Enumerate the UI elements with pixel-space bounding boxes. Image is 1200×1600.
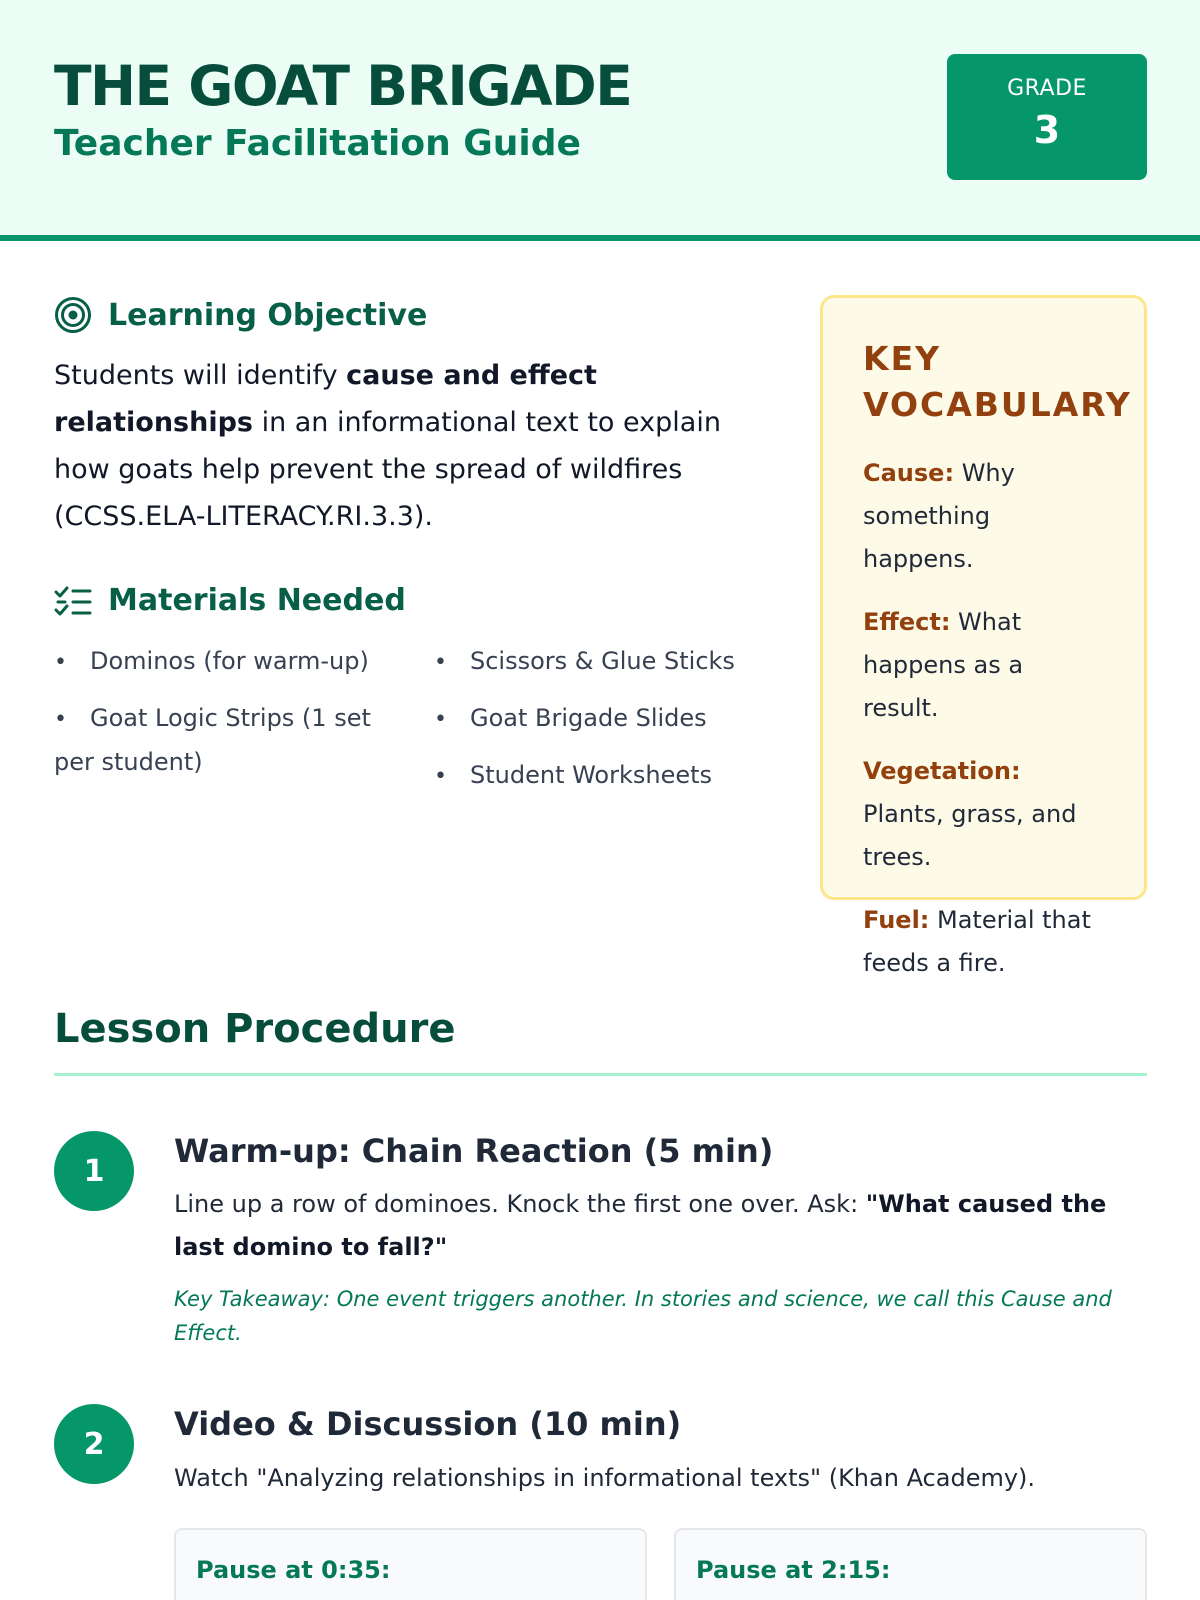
list-item: • Student Worksheets [434, 754, 774, 798]
target-icon [54, 296, 92, 334]
page-header [0, 0, 1200, 241]
vocabulary-term: Effect: [863, 608, 951, 636]
step-title: Warm-up: Chain Reaction (5 min) [174, 1132, 774, 1170]
vocabulary-item [863, 899, 1106, 985]
grade-label: GRADE [1007, 76, 1087, 101]
step-number: 1 [54, 1131, 134, 1211]
procedure-heading: Lesson Procedure [54, 1006, 456, 1052]
step-title: Video & Discussion (10 min) [174, 1405, 682, 1443]
step-body [174, 1183, 1144, 1269]
list-item: • Goat Brigade Slides [434, 697, 774, 741]
vocabulary-item [863, 452, 1106, 581]
materials-list [54, 640, 774, 804]
objective-text-part: Students will identify [54, 360, 347, 391]
pause-card [674, 1528, 1147, 1600]
vocabulary-definition: Plants, grass, and trees. [863, 800, 1077, 871]
vocabulary-term: Cause: [863, 459, 955, 487]
objective-heading [54, 296, 427, 334]
step-body-question: "What caused the last domino to fall?" [174, 1190, 1107, 1261]
vocabulary-definition: Material that feeds a fire. [863, 906, 1091, 977]
vocabulary-term: Fuel: [863, 906, 930, 934]
materials-heading [54, 583, 406, 618]
page-title: THE GOAT BRIGADE [54, 54, 632, 118]
objective-heading-label: Learning Objective [108, 297, 428, 333]
list-item: • Goat Logic Strips (1 set per student) [54, 697, 394, 784]
grade-value: 3 [1033, 108, 1061, 152]
procedure-divider [54, 1073, 1147, 1076]
page-subtitle: Teacher Facilitation Guide [54, 123, 581, 164]
key-takeaway: Key Takeaway: One event triggers another. In stories and science, we call this Cause and Effect. [174, 1287, 1112, 1345]
grade-badge [947, 54, 1147, 180]
vocabulary-box [820, 295, 1147, 977]
objective-text [54, 352, 774, 540]
pause-label: Pause at 2:15: [696, 1556, 891, 1584]
vocabulary-definition: What happens as a result. [863, 608, 1024, 722]
materials-heading-label: Materials Needed [108, 583, 406, 618]
vocabulary-definition: Why something happens. [863, 459, 1015, 573]
step-number: 2 [54, 1404, 134, 1484]
vocabulary-item [863, 750, 1106, 879]
pause-label: Pause at 0:35: [196, 1556, 391, 1584]
list-item: • Scissors & Glue Sticks [434, 640, 774, 684]
objective-text-part: in an informational text to explain how goats help prevent the spread of wildfires (CCSS.ELA-LITERACY.RI.3.3). [54, 407, 721, 532]
objective-text-bold: cause and effect relationships [54, 360, 597, 438]
step-body-text: Line up a row of dominoes. Knock the first one over. Ask: [174, 1190, 866, 1218]
vocabulary-item [863, 601, 1106, 730]
vocabulary-heading: KEY VOCABULARY [863, 339, 1132, 424]
step-body: Watch "Analyzing relationships in informational texts" (Khan Academy). [174, 1464, 1036, 1492]
vocabulary-term: Vegetation: [863, 757, 1021, 785]
checklist-icon [54, 585, 92, 617]
pause-card [174, 1528, 647, 1600]
list-item: • Dominos (for warm-up) [54, 640, 394, 684]
